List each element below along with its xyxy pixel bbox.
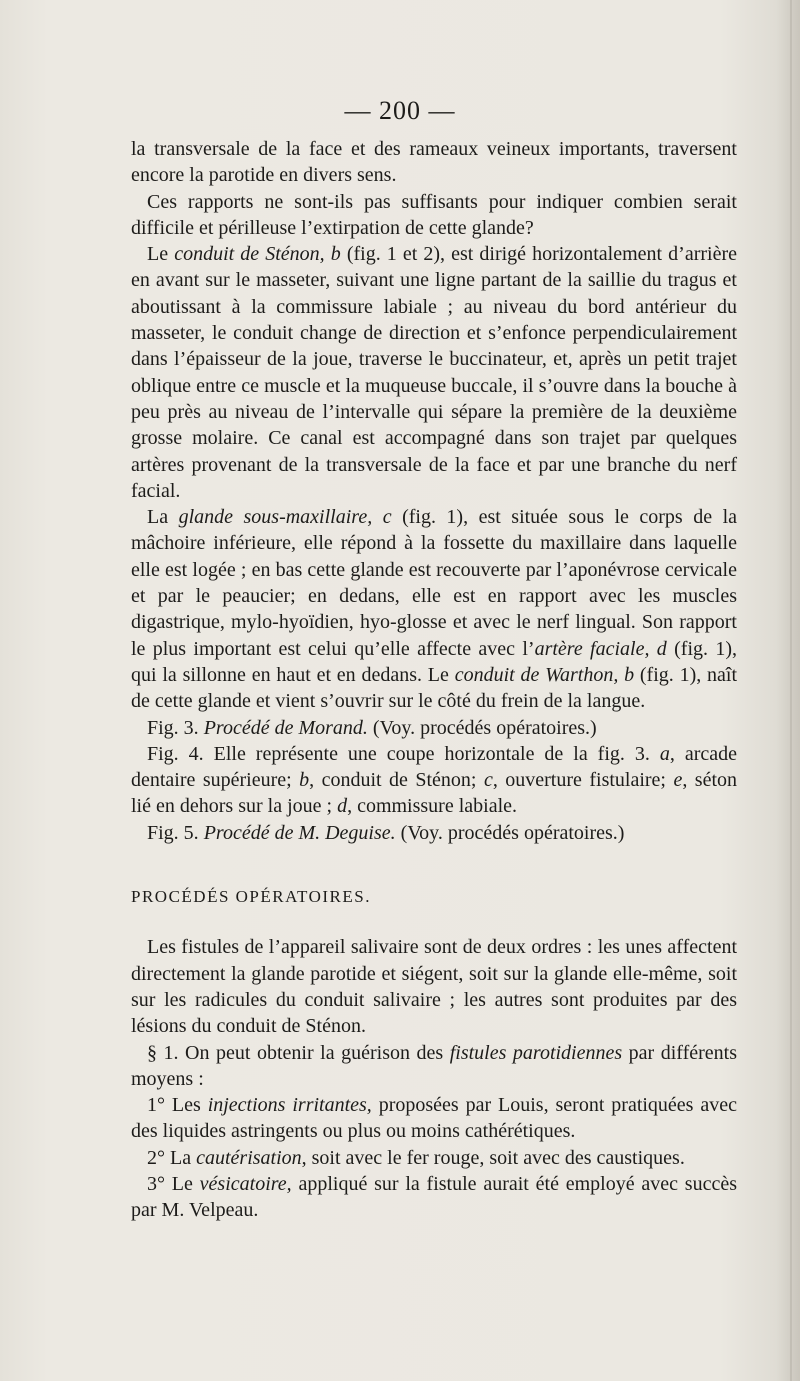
- text-run: Fig. 5.: [147, 821, 204, 844]
- paragraph: [131, 189, 737, 242]
- text-run: La: [147, 506, 179, 529]
- procedures-section: [131, 934, 737, 1223]
- text-run: (Voy. procédés opératoires.): [367, 716, 597, 739]
- italic-text: c: [483, 769, 493, 792]
- italic-text: a: [659, 742, 670, 765]
- italic-text: injections irritantes,: [207, 1094, 372, 1117]
- paragraph: [131, 741, 737, 820]
- text-run: Ces rapports ne sont-ils pas suffisants pour indiquer combien serait difficile et périlleuse l’extirpation de cette glande?: [131, 190, 737, 239]
- paragraph: [131, 241, 737, 504]
- text-run: § 1. On peut obtenir la guérison des: [147, 1041, 450, 1064]
- text-run: (fig. 1 et 2), est dirigé horizontalement d’arrière en avant sur le masseter, suivant une ligne partant de la saillie du tragus et aboutissant à la commissure labiale ; au niveau du bord antérieur du masseter, le conduit change de direction et s’enfonce perpendiculairement dans l’épaisseur de la joue, traverse le buccinateur, et, après un petit trajet oblique entre ce muscle et la muqueuse buccale, il s’ouvre dans la bouche à peu près au niveau de l’intervalle qui sépare la première de la deuxième grosse molaire. Ce canal est accompagné dans son trajet par quelques artères provenant de la transversale de la face et par une branche du nerf facial.: [131, 243, 737, 502]
- paragraph: [131, 1040, 737, 1093]
- italic-text: conduit de Warthon, b: [454, 663, 635, 686]
- paragraph: [131, 1171, 737, 1224]
- paragraph: [131, 820, 737, 846]
- text-run: Fig. 4. Elle représente une coupe horizontale de la fig. 3.: [147, 742, 660, 765]
- text-run: , commissure labiale.: [347, 795, 518, 818]
- text-run: proposées par Louis, seront pratiquées avec des liquides astringents ou plus ou moins cathérétiques.: [131, 1094, 737, 1143]
- text-run: Fig. 3.: [147, 716, 204, 739]
- italic-text: cautérisation: [196, 1146, 302, 1169]
- italic-text: Procédé de Morand.: [203, 716, 368, 739]
- text-run: (Voy. procédés opératoires.): [395, 821, 625, 844]
- page-edge: [790, 0, 792, 1381]
- text-run: , arcade dentaire supérieure;: [131, 742, 737, 792]
- text-run: par différents moyens :: [131, 1041, 738, 1090]
- italic-text: glande sous-maxillaire, c: [178, 506, 392, 529]
- page-number: — 200 —: [344, 96, 456, 125]
- paragraph: [131, 1145, 737, 1171]
- italic-text: Procédé de M. Deguise.: [203, 821, 396, 844]
- body-text: [131, 136, 737, 1224]
- italic-text: fistules parotidiennes: [449, 1041, 623, 1064]
- text-run: 1° Les: [147, 1094, 208, 1117]
- paragraph: [131, 136, 737, 189]
- text-run: (fig. 1), naît de cette glande et vient s’ouvrir sur le côté du frein de la langue.: [131, 663, 738, 713]
- text-run: , soit avec le fer rouge, soit avec des caustiques.: [301, 1146, 685, 1169]
- italic-text: b: [299, 769, 310, 792]
- text-run: , séton lié en dehors sur la joue ;: [131, 769, 738, 818]
- text-run: , conduit de Sténon;: [309, 769, 484, 792]
- text-run: 2° La: [147, 1146, 197, 1169]
- italic-text: conduit de Sténon, b: [174, 243, 341, 266]
- anatomy-section: [131, 136, 737, 846]
- text-run: , ouverture fistulaire;: [492, 769, 674, 792]
- text-run: la transversale de la face et des rameaux veineux importants, traversent encore la parotide en divers sens.: [131, 138, 737, 187]
- text-run: (fig. 1), qui la sillonne en haut et en dedans. Le: [131, 637, 737, 686]
- text-run: Les fistules de l’appareil salivaire sont de deux ordres : les unes affectent directement la glande parotide et siégent, soit sur la glande elle-même, soit sur les radicules du conduit salivaire ; les autres sont produites par des lésions du conduit de Sténon.: [131, 936, 737, 1038]
- paragraph: [131, 504, 737, 714]
- italic-text: e: [673, 769, 683, 792]
- paragraph: [131, 1092, 737, 1145]
- italic-text: artère faciale, d: [534, 637, 667, 660]
- italic-text: vésicatoire,: [199, 1172, 292, 1195]
- paragraph: [131, 934, 737, 1039]
- text-run: 3° Le: [147, 1172, 200, 1195]
- text-run: Le: [147, 243, 175, 266]
- section-heading: PROCÉDÉS OPÉRATOIRES.: [131, 887, 371, 907]
- italic-text: d: [337, 795, 348, 818]
- paragraph: [131, 715, 737, 741]
- text-run: appliqué sur la fistule aurait été employé avec succès par M. Velpeau.: [131, 1172, 737, 1222]
- text-run: (fig. 1), est située sous le corps de la mâchoire inférieure, elle répond à la fossette du maxillaire dans laquelle elle est logée ; en bas cette glande est recouverte par l’aponévrose cervicale et par le peaucier; en dedans, elle est en rapport avec les muscles digastrique, mylo-hyoïdien, hyo-glosse et avec le nerf lingual. Son rapport le plus important est celui qu’elle affecte avec l’: [131, 506, 737, 660]
